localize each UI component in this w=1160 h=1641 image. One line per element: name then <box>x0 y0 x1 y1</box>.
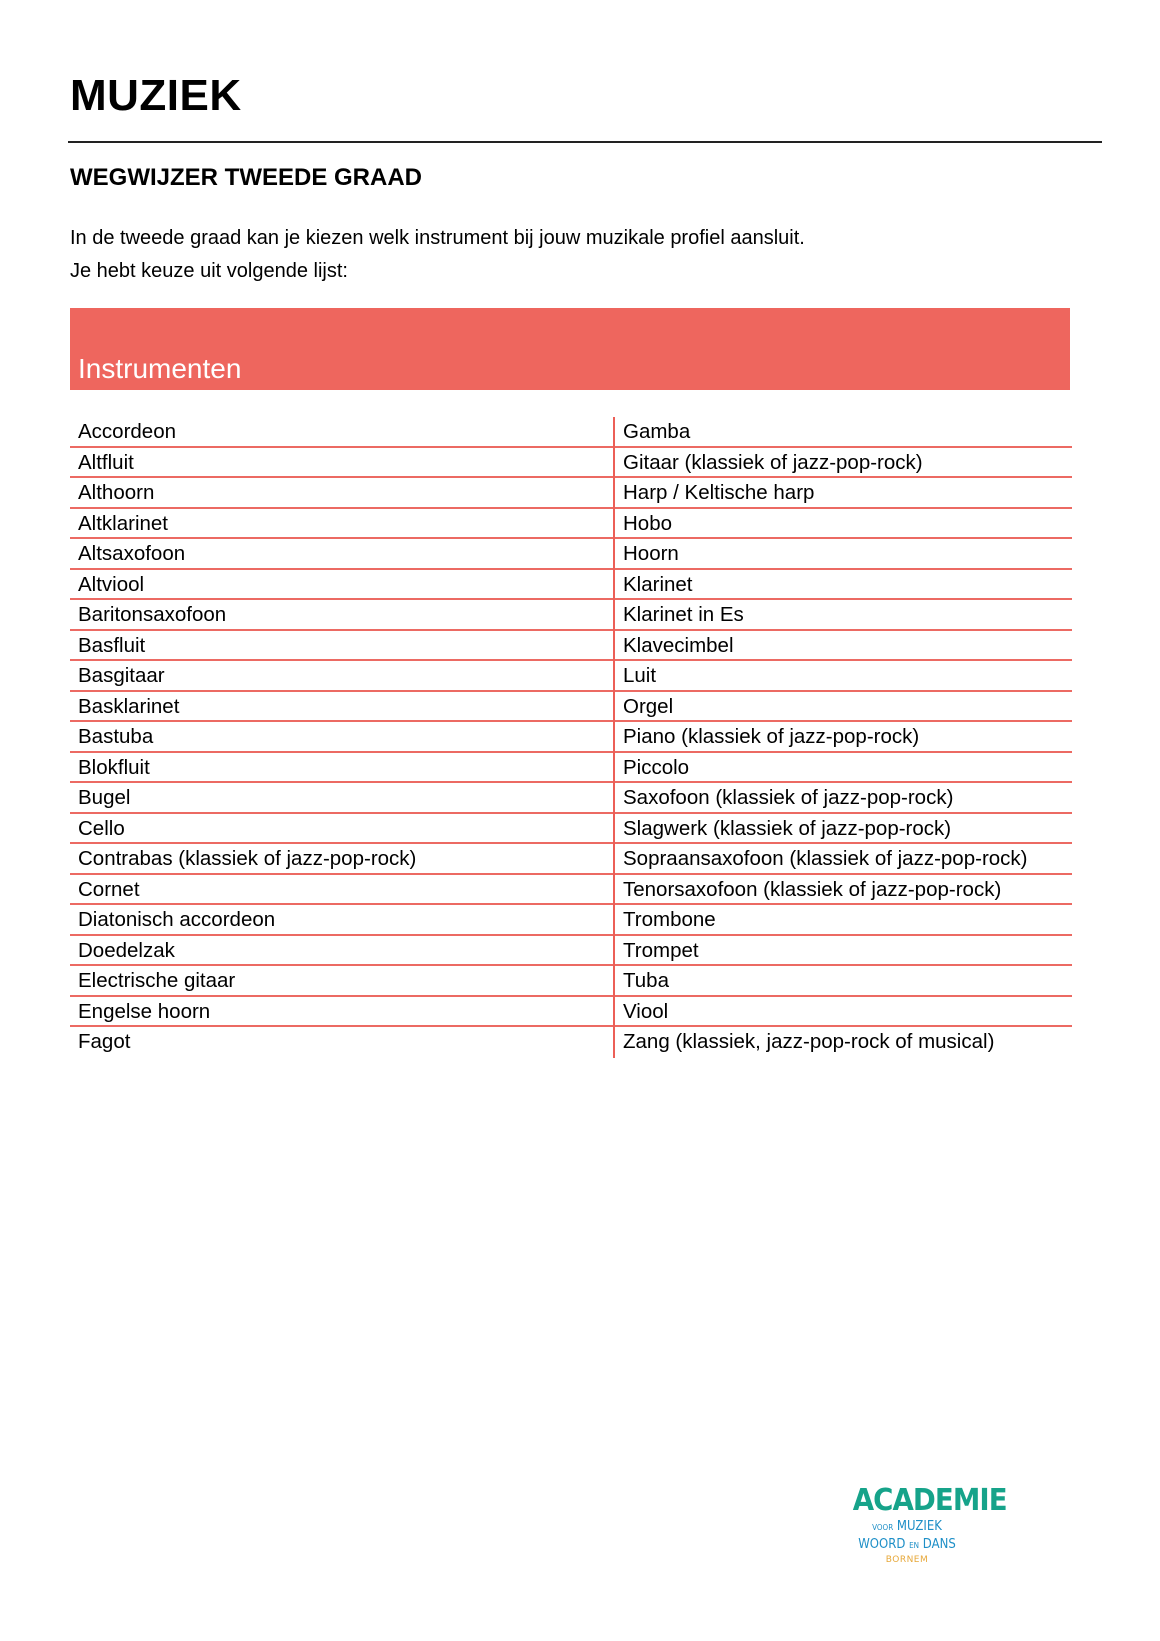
instrument-list-item: Electrische gitaar <box>70 966 613 997</box>
instrument-list-item: Bastuba <box>70 722 613 753</box>
instrument-list-item: Altklarinet <box>70 509 613 540</box>
logo-location: BORNEM <box>885 1555 929 1565</box>
instrument-list-item: Hoorn <box>615 539 1072 570</box>
instrument-list-item: Altsaxofoon <box>70 539 613 570</box>
instrument-list-item: Basfluit <box>70 631 613 662</box>
instrument-list-item: Blokfluit <box>70 753 613 784</box>
instrument-list-item: Klarinet in Es <box>615 600 1072 631</box>
instrument-list-item: Tenorsaxofoon (klassiek of jazz-pop-rock) <box>615 875 1072 906</box>
instrument-list-item: Althoorn <box>70 478 613 509</box>
instrument-list-item: Basgitaar <box>70 661 613 692</box>
intro-line-2: Je hebt keuze uit volgende lijst: <box>70 260 348 282</box>
instrument-list-item: Trompet <box>615 936 1072 967</box>
instrument-list-item: Baritonsaxofoon <box>70 600 613 631</box>
instrument-list-item: Gamba <box>615 417 1072 448</box>
instrument-list-item: Harp / Keltische harp <box>615 478 1072 509</box>
instrument-list-item: Viool <box>615 997 1072 1028</box>
instrument-list-item: Luit <box>615 661 1072 692</box>
logo-dans: DANS <box>922 1537 956 1552</box>
instrument-list-item: Contrabas (klassiek of jazz-pop-rock) <box>70 844 613 875</box>
instrument-list-item: Saxofoon (klassiek of jazz-pop-rock) <box>615 783 1072 814</box>
instrument-list-item: Doedelzak <box>70 936 613 967</box>
academie-logo <box>848 1483 1007 1584</box>
intro-line-1: In de tweede graad kan je kiezen welk instrument bij jouw muzikale profiel aansluit. <box>70 227 805 249</box>
instruments-table-header <box>70 308 1070 390</box>
logo-voor: VOOR <box>872 1523 894 1532</box>
logo-wordmark: ACADEMIE <box>852 1483 1007 1518</box>
instrument-list-item: Zang (klassiek, jazz-pop-rock of musical) <box>623 1030 995 1053</box>
logo-muziek: MUZIEK <box>896 1519 942 1534</box>
instrument-list-item: Bugel <box>70 783 613 814</box>
instrument-list-item: Hobo <box>615 509 1072 540</box>
instrument-list-item: Slagwerk (klassiek of jazz-pop-rock) <box>615 814 1072 845</box>
instrument-list-item: Gitaar (klassiek of jazz-pop-rock) <box>615 448 1072 479</box>
logo-line-3 <box>854 1536 960 1554</box>
page-title: MUZIEK <box>70 71 242 120</box>
logo-en: EN <box>909 1541 920 1550</box>
instrument-list-item: Altviool <box>70 570 613 601</box>
title-divider <box>68 141 1102 143</box>
instrument-list-item: Piccolo <box>615 753 1072 784</box>
instrument-list-item: Trombone <box>615 905 1072 936</box>
instrument-list-item: Engelse hoorn <box>70 997 613 1028</box>
instrument-list-item: Altfluit <box>70 448 613 479</box>
logo-line-2 <box>854 1518 960 1536</box>
instruments-left-column <box>70 417 613 1058</box>
instrument-list-item: Cello <box>70 814 613 845</box>
instrument-list-item: Orgel <box>615 692 1072 723</box>
instrument-list-item: Cornet <box>70 875 613 906</box>
instrument-list-item: Sopraansaxofoon (klassiek of jazz-pop-rock) <box>615 844 1072 875</box>
instrument-list-item: Basklarinet <box>70 692 613 723</box>
instrument-list-item: Diatonisch accordeon <box>70 905 613 936</box>
instrument-list-item: Accordeon <box>70 417 613 448</box>
instrument-list-item: Fagot <box>78 1030 131 1053</box>
instrument-list-item: Piano (klassiek of jazz-pop-rock) <box>615 722 1072 753</box>
instruments-table-title: Instrumenten <box>78 353 242 385</box>
instrument-list-item: Tuba <box>615 966 1072 997</box>
instrument-list-item: Klarinet <box>615 570 1072 601</box>
instrument-list-item: Klavecimbel <box>615 631 1072 662</box>
intro-text <box>70 222 805 288</box>
section-heading: WEGWIJZER TWEEDE GRAAD <box>70 164 422 191</box>
instruments-right-column <box>613 417 1072 1058</box>
logo-woord: WOORD <box>858 1537 906 1552</box>
